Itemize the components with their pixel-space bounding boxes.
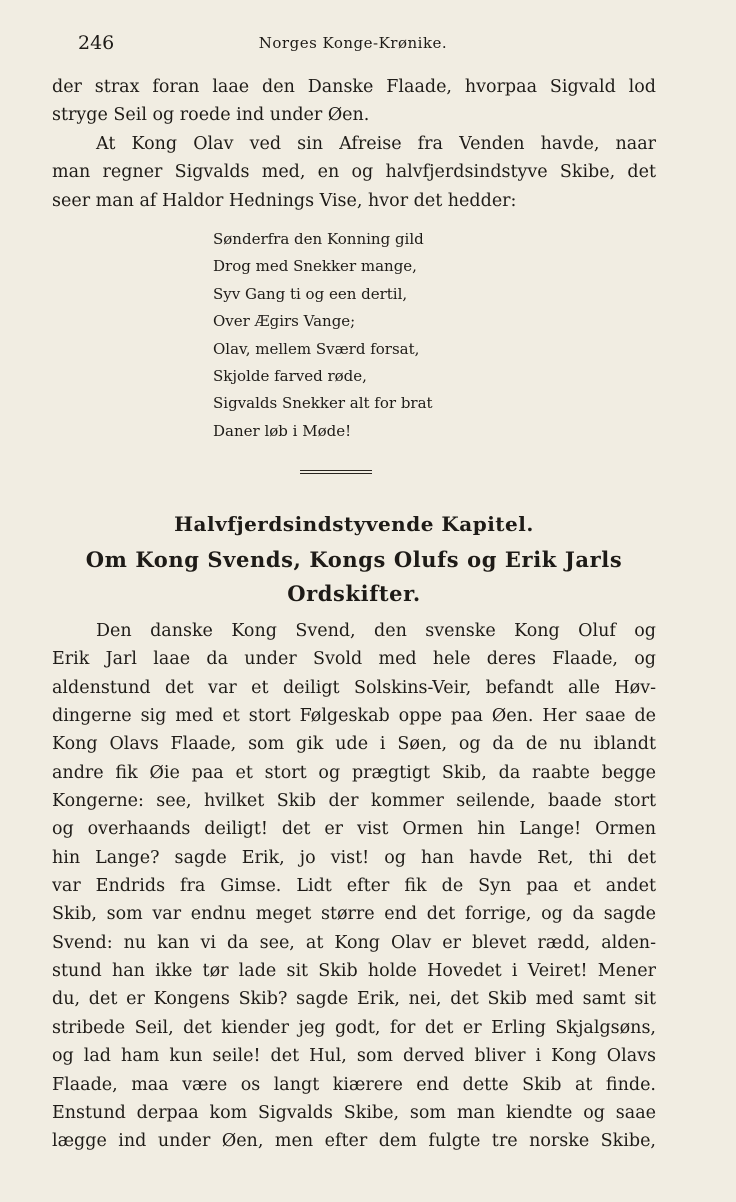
chapter-subtitle-continued: Ordskifter. xyxy=(287,581,421,606)
text-line: At Kong Olav ved sin Afreise fra Venden havde, naar xyxy=(96,134,656,154)
text-line: Kong Olavs Flaade, som gik ude i Søen, og da de nu iblandt xyxy=(52,734,656,755)
verse-line: Olav, mellem Sværd forsat, xyxy=(213,339,420,358)
text-line: var Endrids fra Gimse. Lidt efter fik de Syn paa et andet xyxy=(52,876,656,897)
text-line: Svend: nu kan vi da see, at Kong Olav er blevet rædd, alden- xyxy=(52,932,656,953)
chapter-body xyxy=(52,617,656,1156)
text-line: og overhaands deiligt! det er vist Ormen hin Lange! Ormen xyxy=(52,819,656,840)
paragraph-continued xyxy=(52,73,656,130)
paragraph-afreise xyxy=(52,130,656,215)
text-line: hin Lange? sagde Erik, jo vist! og han havde Ret, thi det xyxy=(52,847,656,868)
text-line: Flaade, maa være os langt kiærere end dette Skib at finde. xyxy=(52,1074,656,1095)
text-line: Den danske Kong Svend, den svenske Kong Oluf og xyxy=(96,621,656,641)
text-line: seer man af Haldor Hednings Vise, hvor det hedder: xyxy=(52,190,517,211)
chapter-subtitle: Om Kong Svends, Kongs Olufs og Erik Jarls xyxy=(85,547,623,572)
text-line: Erik Jarl laae da under Svold med hele deres Flaade, og xyxy=(52,649,656,670)
text-line: aldenstund det var et deiligt Solskins-Veir, befandt alle Høv- xyxy=(52,677,656,698)
verse-line: Sønderfra den Konning gild xyxy=(213,230,424,248)
verse-line: Sigvalds Snekker alt for brat xyxy=(213,394,433,413)
page-number: 246 xyxy=(78,32,115,54)
text-line: lægge ind under Øen, men efter dem fulgte tre norske Skibe, xyxy=(52,1131,656,1152)
text-line: stryge Seil og roede ind under Øen. xyxy=(52,105,370,126)
text-line: stribede Seil, det kiender jeg godt, for det er Erling Skjalgsøns, xyxy=(52,1017,656,1038)
verse-block xyxy=(213,226,513,445)
text-line: Kongerne: see, hvilket Skib der kommer seilende, baade stort xyxy=(52,791,656,812)
chapter-title: Halvfjerdsindstyvende Kapitel. xyxy=(174,512,534,536)
text-line: Enstund derpaa kom Sigvalds Skibe, som man kiendte og saae xyxy=(52,1102,656,1123)
section-divider xyxy=(300,470,372,475)
running-title: Norges Konge-Krønike. xyxy=(258,34,448,52)
text-line: Skib, som var endnu meget større end det forrige, og da sagde xyxy=(52,904,656,925)
text-line: man regner Sigvalds med, en og halvfjerdsindstyve Skibe, det xyxy=(52,162,656,183)
text-line: der strax foran laae den Danske Flaade, hvorpaa Sigvald lod xyxy=(52,77,656,97)
verse-line: Over Ægirs Vange; xyxy=(213,312,356,331)
text-line: andre fik Øie paa et stort og prægtigt Skib, da raabte begge xyxy=(52,762,656,783)
verse-line: Drog med Snekker mange, xyxy=(213,257,417,276)
verse-line: Syv Gang ti og een dertil, xyxy=(213,284,408,303)
text-line: stund han ikke tør lade sit Skib holde Hovedet i Veiret! Mener xyxy=(52,961,656,982)
verse-line: Daner løb i Møde! xyxy=(213,421,352,440)
text-line: og lad ham kun seile! det Hul, som derved bliver i Kong Olavs xyxy=(52,1046,656,1067)
text-line: dingerne sig med et stort Følgeskab oppe paa Øen. Her saae de xyxy=(52,706,656,727)
page-header xyxy=(52,28,654,56)
text-line: du, det er Kongens Skib? sagde Erik, nei, det Skib med samt sit xyxy=(52,989,656,1010)
verse-line: Skjolde farved røde, xyxy=(213,366,367,385)
